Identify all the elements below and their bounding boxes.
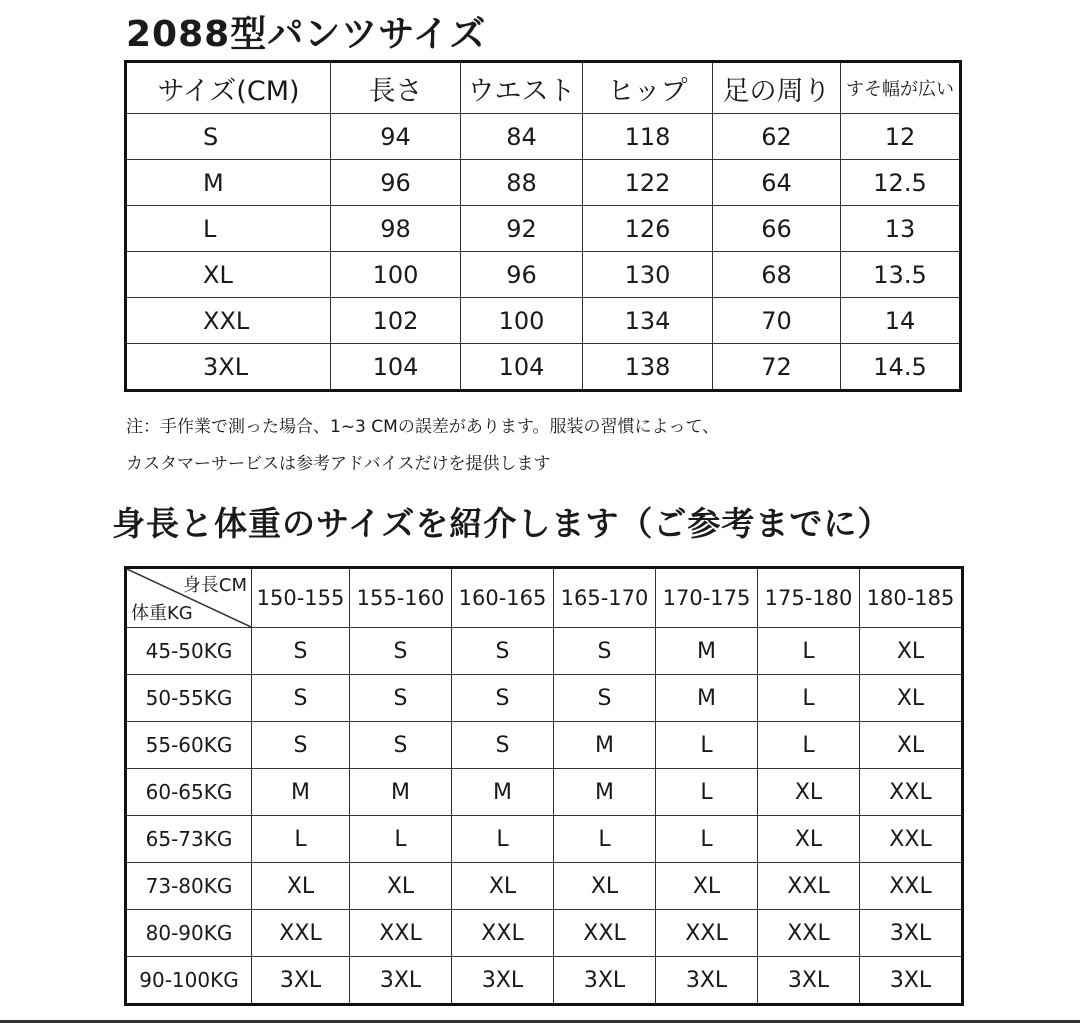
- recommended-size-cell: L: [452, 816, 554, 863]
- recommended-size-cell: XL: [452, 863, 554, 910]
- measurement-cell: 102: [331, 298, 461, 344]
- corner-cell: [126, 568, 252, 628]
- recommended-size-cell: XXL: [554, 910, 656, 957]
- weight-row: [126, 816, 963, 863]
- page-title: 2088型パンツサイズ: [126, 14, 487, 55]
- weight-row: [126, 910, 963, 957]
- recommended-size-cell: L: [656, 816, 758, 863]
- recommended-size-cell: 3XL: [350, 957, 452, 1005]
- recommended-size-cell: XL: [860, 628, 963, 675]
- recommended-size-cell: XXL: [350, 910, 452, 957]
- recommended-size-cell: M: [656, 628, 758, 675]
- recommended-size-cell: 3XL: [758, 957, 860, 1005]
- weight-range-cell: 90-100KG: [126, 957, 252, 1005]
- measurement-cell: 118: [583, 114, 713, 160]
- height-header-row: [126, 568, 963, 628]
- section-heading: 身長と体重のサイズを紹介します（ご参考までに）: [112, 504, 892, 543]
- recommended-size-cell: S: [452, 628, 554, 675]
- size-label-cell: S: [126, 114, 331, 160]
- weight-range-cell: 45-50KG: [126, 628, 252, 675]
- measurement-cell: 138: [583, 344, 713, 391]
- recommended-size-cell: XXL: [758, 863, 860, 910]
- measurement-cell: 130: [583, 252, 713, 298]
- height-range-header: 180-185: [860, 568, 963, 628]
- measurement-cell: 100: [331, 252, 461, 298]
- measurement-cell: 96: [331, 160, 461, 206]
- note-line-2: カスタマーサービスは参考アドバイスだけを提供します: [126, 454, 551, 474]
- recommended-size-cell: XXL: [860, 816, 963, 863]
- recommended-size-cell: 3XL: [252, 957, 350, 1005]
- weight-range-cell: 55-60KG: [126, 722, 252, 769]
- size-row: [126, 298, 961, 344]
- recommended-size-cell: S: [252, 675, 350, 722]
- weight-row: [126, 769, 963, 816]
- recommended-size-cell: 3XL: [860, 910, 963, 957]
- height-range-header: 175-180: [758, 568, 860, 628]
- measurement-cell: 94: [331, 114, 461, 160]
- recommended-size-cell: 3XL: [860, 957, 963, 1005]
- recommended-size-cell: XL: [252, 863, 350, 910]
- recommended-size-cell: L: [758, 722, 860, 769]
- recommended-size-cell: S: [252, 722, 350, 769]
- recommended-size-cell: 3XL: [554, 957, 656, 1005]
- recommended-size-cell: L: [758, 675, 860, 722]
- recommended-size-cell: XL: [656, 863, 758, 910]
- recommended-size-cell: XL: [554, 863, 656, 910]
- recommended-size-cell: S: [554, 675, 656, 722]
- measurement-cell: 64: [713, 160, 841, 206]
- weight-range-cell: 50-55KG: [126, 675, 252, 722]
- measurement-cell: 12.5: [841, 160, 961, 206]
- recommended-size-cell: S: [350, 628, 452, 675]
- recommended-size-cell: XL: [860, 722, 963, 769]
- recommended-size-cell: M: [350, 769, 452, 816]
- recommended-size-cell: L: [350, 816, 452, 863]
- recommended-size-cell: XXL: [452, 910, 554, 957]
- recommended-size-cell: M: [452, 769, 554, 816]
- height-range-header: 160-165: [452, 568, 554, 628]
- height-range-header: 165-170: [554, 568, 656, 628]
- measurement-cell: 13: [841, 206, 961, 252]
- recommended-size-cell: XL: [758, 769, 860, 816]
- size-chart-table: [124, 60, 962, 392]
- header-waist: ウエスト: [461, 62, 583, 114]
- weight-row: [126, 628, 963, 675]
- recommended-size-cell: L: [758, 628, 860, 675]
- recommended-size-cell: XL: [758, 816, 860, 863]
- measurement-cell: 92: [461, 206, 583, 252]
- recommended-size-cell: S: [452, 722, 554, 769]
- size-chart-header-row: [126, 62, 961, 114]
- weight-range-cell: 60-65KG: [126, 769, 252, 816]
- recommended-size-cell: M: [554, 769, 656, 816]
- measurement-cell: 14.5: [841, 344, 961, 391]
- measurement-cell: 126: [583, 206, 713, 252]
- recommended-size-cell: L: [554, 816, 656, 863]
- recommended-size-cell: S: [252, 628, 350, 675]
- measurement-cell: 104: [331, 344, 461, 391]
- recommended-size-cell: 3XL: [452, 957, 554, 1005]
- recommended-size-cell: M: [252, 769, 350, 816]
- recommended-size-cell: S: [350, 722, 452, 769]
- recommended-size-cell: XXL: [860, 863, 963, 910]
- measurement-cell: 98: [331, 206, 461, 252]
- recommended-size-cell: S: [452, 675, 554, 722]
- header-hip: ヒップ: [583, 62, 713, 114]
- weight-range-cell: 65-73KG: [126, 816, 252, 863]
- weight-row: [126, 675, 963, 722]
- measurement-cell: 134: [583, 298, 713, 344]
- recommended-size-cell: L: [252, 816, 350, 863]
- height-range-header: 150-155: [252, 568, 350, 628]
- recommended-size-cell: M: [554, 722, 656, 769]
- height-range-header: 170-175: [656, 568, 758, 628]
- size-row: [126, 160, 961, 206]
- size-label-cell: XXL: [126, 298, 331, 344]
- size-label-cell: L: [126, 206, 331, 252]
- measurement-cell: 12: [841, 114, 961, 160]
- corner-height-label: 身長CM: [182, 575, 247, 596]
- recommended-size-cell: XXL: [758, 910, 860, 957]
- recommended-size-cell: S: [350, 675, 452, 722]
- height-weight-table: [124, 566, 964, 1006]
- measurement-cell: 62: [713, 114, 841, 160]
- weight-range-cell: 80-90KG: [126, 910, 252, 957]
- recommended-size-cell: XL: [860, 675, 963, 722]
- measurement-cell: 72: [713, 344, 841, 391]
- recommended-size-cell: XXL: [860, 769, 963, 816]
- recommended-size-cell: S: [554, 628, 656, 675]
- measurement-cell: 100: [461, 298, 583, 344]
- measurement-cell: 96: [461, 252, 583, 298]
- measurement-cell: 70: [713, 298, 841, 344]
- recommended-size-cell: XXL: [252, 910, 350, 957]
- bottom-divider: [0, 1020, 1080, 1023]
- weight-row: [126, 722, 963, 769]
- recommended-size-cell: M: [656, 675, 758, 722]
- weight-row: [126, 863, 963, 910]
- measurement-cell: 68: [713, 252, 841, 298]
- recommended-size-cell: L: [656, 722, 758, 769]
- recommended-size-cell: L: [656, 769, 758, 816]
- size-label-cell: M: [126, 160, 331, 206]
- header-hem-width: すそ幅が広い: [841, 62, 961, 114]
- recommended-size-cell: 3XL: [656, 957, 758, 1005]
- size-row: [126, 344, 961, 391]
- measurement-cell: 66: [713, 206, 841, 252]
- measurement-cell: 13.5: [841, 252, 961, 298]
- recommended-size-cell: XXL: [656, 910, 758, 957]
- recommended-size-cell: XL: [350, 863, 452, 910]
- weight-range-cell: 73-80KG: [126, 863, 252, 910]
- measurement-cell: 104: [461, 344, 583, 391]
- weight-row: [126, 957, 963, 1005]
- header-length: 長さ: [331, 62, 461, 114]
- size-label-cell: XL: [126, 252, 331, 298]
- measurement-cell: 14: [841, 298, 961, 344]
- measurement-cell: 84: [461, 114, 583, 160]
- header-size: サイズ(CM): [126, 62, 331, 114]
- height-range-header: 155-160: [350, 568, 452, 628]
- size-row: [126, 114, 961, 160]
- size-row: [126, 252, 961, 298]
- size-label-cell: 3XL: [126, 344, 331, 391]
- measurement-cell: 88: [461, 160, 583, 206]
- size-row: [126, 206, 961, 252]
- header-thigh: 足の周り: [713, 62, 841, 114]
- measurement-cell: 122: [583, 160, 713, 206]
- corner-weight-label: 体重KG: [131, 603, 193, 624]
- note-line-1: 注：手作業で測った場合、1~3 CMの誤差があります。服装の習慣によって、: [126, 417, 720, 437]
